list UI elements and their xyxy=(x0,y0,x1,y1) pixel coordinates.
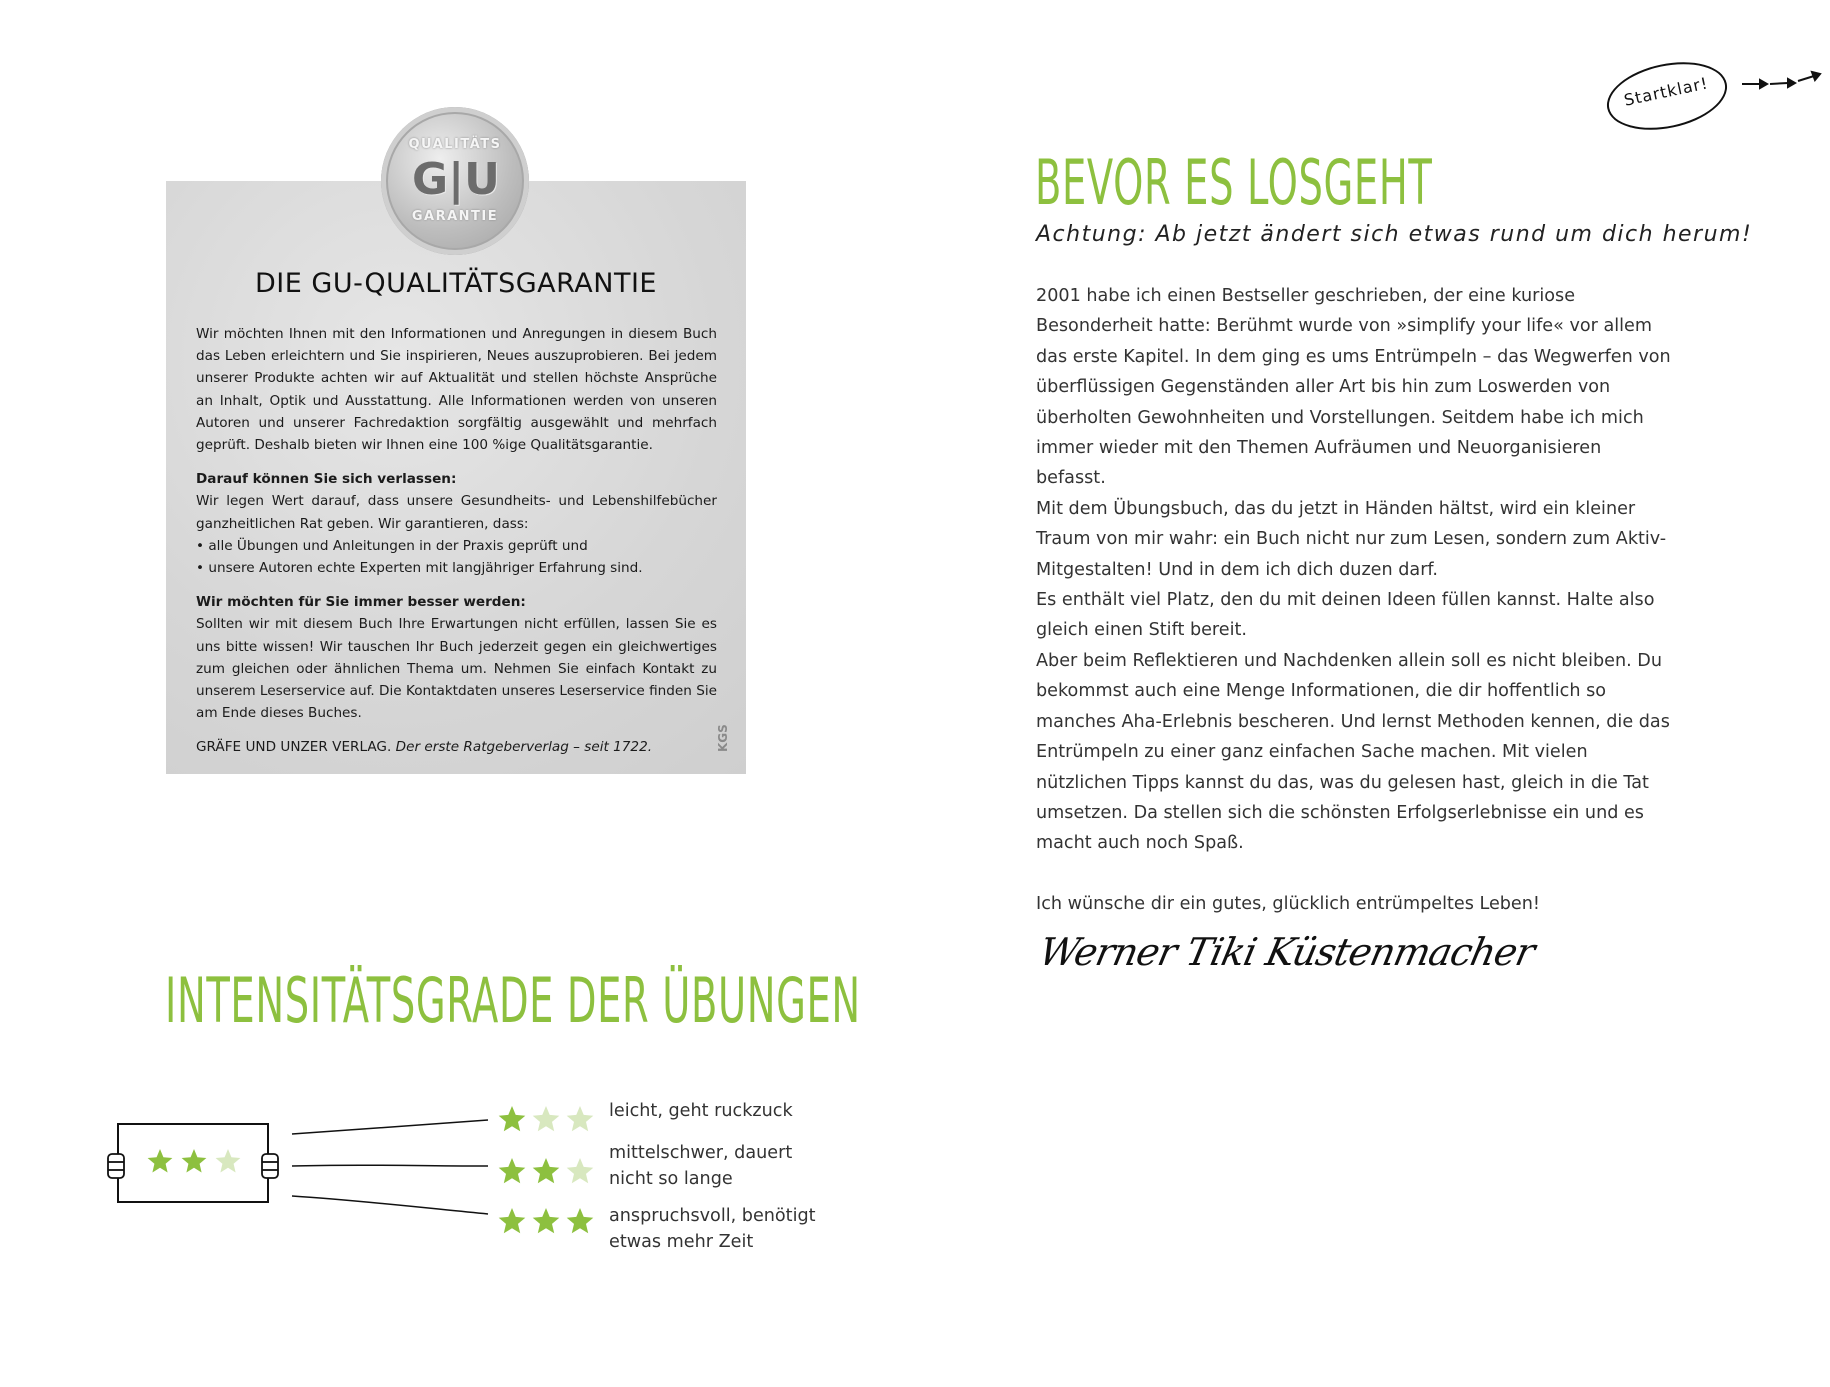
side-code: KGS xyxy=(716,724,730,752)
connector-line xyxy=(292,1165,488,1166)
seal-top-text: QUALITÄTS xyxy=(408,137,502,152)
star-filled-icon xyxy=(567,1208,594,1233)
star-filled-icon xyxy=(533,1208,560,1233)
star-empty-icon xyxy=(567,1106,594,1131)
paragraph: Aber beim Reflektieren und Nachdenken allein soll es nicht bleiben. Du bekommst auch eine Menge Informationen, die dir hoffentlich so manches Aha-Erlebnis bescheren. Und lernst Methoden kennen, die das Entrümpeln zu einer ganz einfachen Sache machen. Mit vielen nützlichen Tipps kannst du das, was du gelesen hast, gleich in die Tat umsetzen. Da stellen sich die schönsten Erfolgserlebnisse ein und es macht auch noch Spaß. xyxy=(1036,650,1670,854)
level-label-line: etwas mehr Zeit xyxy=(609,1232,754,1252)
author-signature: Werner Tiki Küstenmacher xyxy=(1035,930,1539,974)
guarantee-title: DIE GU-QUALITÄTSGARANTIE xyxy=(255,268,657,299)
paragraph: 2001 habe ich einen Bestseller geschrieben, der eine kuriose Besonderheit hatte: Berühmt wurde von »simplify your life« vor allem das erste Kapitel. In dem ging es ums Entrümpeln – das Wegwerfen von überflüssigen Gegenständen aller Art bis hin zum Loswerden von überholten Gewohnheiten und Vorstellungen. Seitdem habe ich mich immer wieder mit den Themen Aufräumen und Neuorganisieren befasst. xyxy=(1036,286,1671,489)
paragraph: Es enthält viel Platz, den du mit deinen Ideen füllen kannst. Halte also gleich einen Stift bereit. xyxy=(1036,590,1655,641)
arrows-icon xyxy=(1740,64,1824,94)
publisher-line xyxy=(196,736,717,758)
body-text xyxy=(1036,281,1672,920)
gu-logo: G|U xyxy=(412,154,500,205)
guarantee-section-2 xyxy=(196,591,717,724)
publisher-name: GRÄFE UND UNZER VERLAG. xyxy=(196,739,392,756)
publisher-tagline: Der erste Ratgeberverlag – seit 1722. xyxy=(395,739,653,756)
seal-bottom-text: GARANTIE xyxy=(411,209,499,224)
star-empty-icon xyxy=(567,1158,594,1183)
star-empty-icon xyxy=(533,1106,560,1131)
legend-stars xyxy=(499,1106,594,1233)
star-filled-icon xyxy=(148,1149,173,1173)
section-2-text: Sollten wir mit diesem Buch Ihre Erwartungen nicht erfüllen, lassen Sie es uns bitte wissen! Wir tauschen Ihr Buch jederzeit gegen ein gleichwertiges zum gleichen oder ähnlichen Thema um. Nehmen Sie einfach Kontakt zu unserem Leserservice auf. Die Kontaktdaten unseres Leserservice finden Sie am Ende dieses Buches. xyxy=(196,616,717,722)
startklar-badge xyxy=(1601,52,1734,140)
badge-text: Startklar! xyxy=(1622,73,1710,110)
left-hand-icon xyxy=(108,1154,124,1178)
section-1-text: Wir legen Wert darauf, dass unsere Gesundheits- und Lebenshilfebücher ganzheitlichen Rat geben. Wir garantieren, dass: xyxy=(196,493,717,532)
level-label-line: mittelschwer, dauert xyxy=(609,1143,793,1163)
level-1-label xyxy=(609,1098,793,1124)
connector-line xyxy=(292,1120,488,1134)
level-label-line: leicht, geht ruckzuck xyxy=(609,1101,793,1121)
quality-seal xyxy=(381,107,529,255)
page-subtitle: Achtung: Ab jetzt ändert sich etwas rund um dich herum! xyxy=(1036,222,1753,247)
level-label-line: anspruchsvoll, benötigt xyxy=(609,1206,816,1226)
intensity-title: INTENSITÄTSGRADE DER ÜBUNGEN xyxy=(165,964,861,1037)
paragraph: Mit dem Übungsbuch, das du jetzt in Händen hältst, wird ein kleiner Traum von mir wahr: ein Buch nicht nur zum Lesen, sondern zum Aktiv-Mitgestalten! Und in dem ich dich duzen darf. xyxy=(1036,498,1667,580)
level-2-label xyxy=(609,1140,792,1192)
bullet-item: • alle Übungen und Anleitungen in der Praxis geprüft und xyxy=(196,537,588,554)
level-label-line: nicht so lange xyxy=(609,1169,733,1189)
section-2-heading: Wir möchten für Sie immer besser werden: xyxy=(196,594,526,611)
star-filled-icon xyxy=(499,1106,526,1131)
connector-line xyxy=(292,1196,488,1214)
star-filled-icon xyxy=(533,1158,560,1183)
star-filled-icon xyxy=(499,1208,526,1233)
star-filled-icon xyxy=(499,1158,526,1183)
level-3-label xyxy=(609,1203,816,1255)
guarantee-text xyxy=(196,323,717,771)
star-empty-icon xyxy=(216,1149,241,1173)
intensity-illustration xyxy=(96,1100,616,1270)
page-title: BEVOR ES LOSGEHT xyxy=(1035,146,1433,219)
section-1-heading: Darauf können Sie sich verlassen: xyxy=(196,471,457,488)
bullet-item: • unsere Autoren echte Experten mit langjähriger Erfahrung sind. xyxy=(196,560,643,577)
guarantee-intro: Wir möchten Ihnen mit den Informationen und Anregungen in diesem Buch das Leben erleichtern und Sie inspirieren, Neues auszuprobieren. Bei jedem unserer Produkte achten wir auf Aktualität und stellen höchste Ansprüche an Inhalt, Optik und Ausstattung. Alle Informationen werden von unseren Autoren und unserer Fachredaktion sorgfältig ausgewählt und mehrfach geprüft. Deshalb bieten wir Ihnen eine 100 %ige Qualitätsgarantie. xyxy=(196,326,717,454)
star-filled-icon xyxy=(182,1149,207,1173)
right-hand-icon xyxy=(262,1154,278,1178)
sign-stars xyxy=(148,1149,241,1173)
closing-line: Ich wünsche dir ein gutes, glücklich entrümpeltes Leben! xyxy=(1036,894,1540,915)
guarantee-section-1 xyxy=(196,468,717,579)
